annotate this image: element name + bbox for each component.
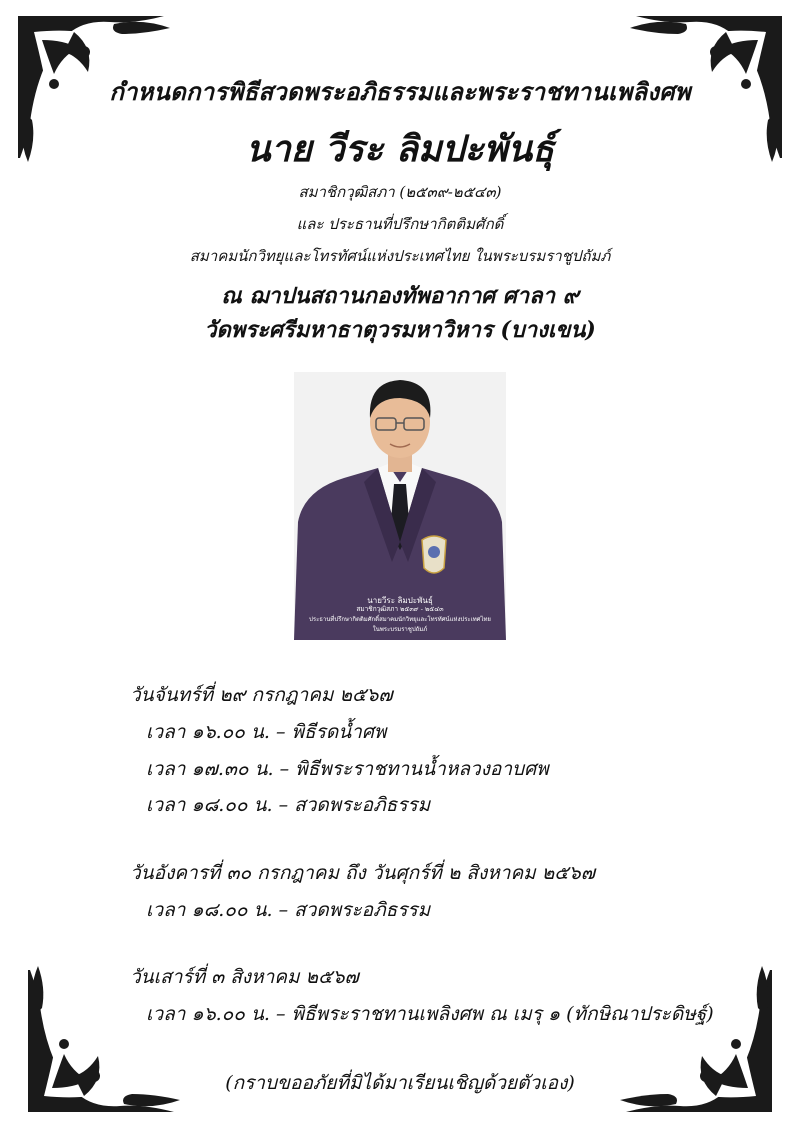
item-event: พิธีพระราชทานน้ำหลวงอาบศพ [295,758,549,780]
venue-temple: วัดพระศรีมหาธาตุวรมหาวิหาร (บางเขน) [204,317,596,343]
schedule-day-2: วันอังคารที่ ๓๐ กรกฎาคม ถึง วันศุกร์ที่ ๒ สิงหาคม ๒๕๖๗ [130,862,595,884]
association-name: สมาคมนักวิทยุและโทรทัศน์แห่งประเทศไทย ในพระบรมราชูปถัมภ์ [189,247,611,265]
schedule-item [146,895,430,925]
photo-caption-term: สมาชิกวุฒิสภา ๒๕๓๙ - ๒๕๔๓ [356,605,444,613]
photo-caption-position: ประธานที่ปรึกษากิตติมศักดิ์สมาคมนักวิทยุและโทรทัศน์แห่งประเทศไทย [309,616,491,623]
schedule-item [146,790,430,820]
apology-note: (กราบขออภัยที่มิได้มาเรียนเชิญด้วยตัวเอง) [225,1072,575,1094]
portrait-photo [294,372,506,640]
item-time: เวลา ๑๖.๐๐ น. [146,1003,270,1025]
item-separator: – [269,721,292,743]
item-time: เวลา ๑๘.๐๐ น. [146,794,273,816]
item-event: พิธีพระราชทานเพลิงศพ ณ เมรุ ๑ (ทักษิณาประดิษฐ์) [291,1003,714,1025]
item-time: เวลา ๑๘.๐๐ น. [146,899,273,921]
schedule-day-1: วันจันทร์ที่ ๒๙ กรกฎาคม ๒๕๖๗ [130,684,393,706]
deceased-name: นาย วีระ ลิมปะพันธุ์ [245,128,555,170]
senate-term: สมาชิกวุฒิสภา (๒๕๓๙-๒๕๔๓) [298,183,502,201]
schedule-item [146,999,714,1029]
item-event: สวดพระอภิธรรม [294,794,431,816]
photo-caption-patronage: ในพระบรมราชูปถัมภ์ [372,626,428,633]
ceremony-title: กำหนดการพิธีสวดพระอภิธรรมและพระราชทานเพลิงศพ [109,77,691,106]
schedule-day-3: วันเสาร์ที่ ๓ สิงหาคม ๒๕๖๗ [130,966,359,988]
venue-hall: ณ ฌาปนสถานกองทัพอากาศ ศาลา ๙ [221,283,579,309]
item-event: พิธีรดน้ำศพ [291,721,387,743]
schedule-item [146,717,386,747]
item-separator: – [273,758,296,780]
schedule-item [146,754,549,784]
honorary-position: และ ประธานที่ปรึกษากิตติมศักดิ์ [296,215,504,233]
item-separator: – [272,794,295,816]
photo-caption-name: นายวีระ ลิมปะพันธุ์ [367,596,433,605]
item-separator: – [272,899,295,921]
item-time: เวลา ๑๗.๓๐ น. [146,758,274,780]
item-event: สวดพระอภิธรรม [294,899,431,921]
item-separator: – [269,1003,292,1025]
item-time: เวลา ๑๖.๐๐ น. [146,721,270,743]
